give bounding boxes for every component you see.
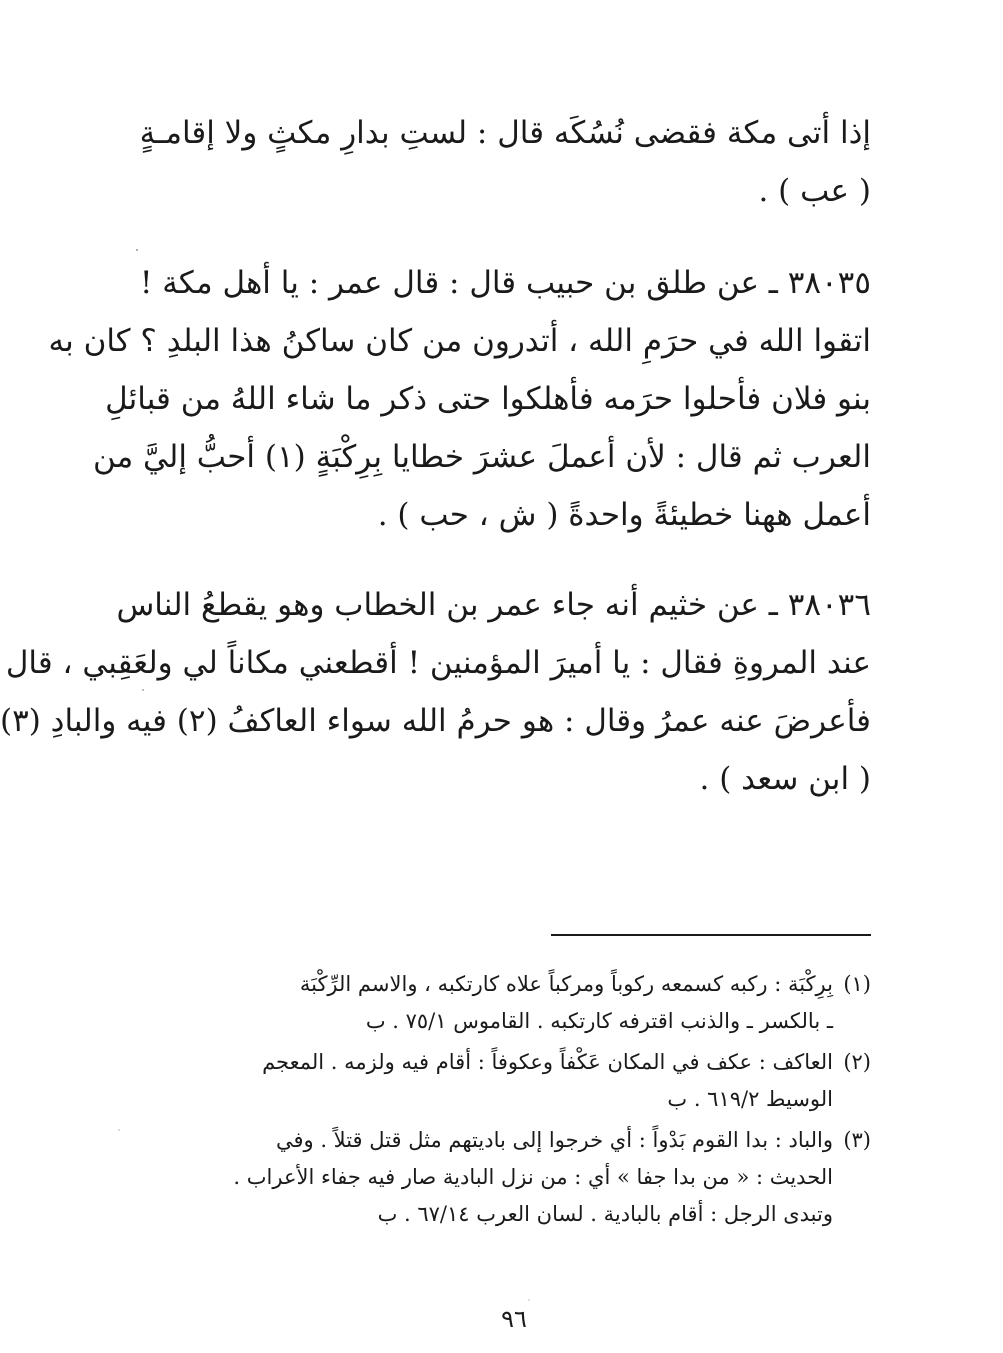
footnote-divider (551, 934, 871, 936)
footnote-number: (١) (843, 972, 871, 996)
text-line: عند المروةِ فقال : يا أميرَ المؤمنين ! أقطعني مكاناً لي ولعَقِبي ، قال (5, 645, 871, 681)
text-line: ( ابن سعد ) . (699, 761, 871, 797)
hadith-38035 (48, 254, 871, 544)
footnotes (157, 966, 871, 1237)
text-line: ٣٨٠٣٥ ـ عن طلق بن حبيب قال : قال عمر : يا أهل مكة ! (139, 265, 871, 301)
page-content (0, 104, 871, 1353)
footnote-1 (157, 966, 871, 1040)
text-line: بنو فلان فأحلوا حرَمه فأهلكوا حتى ذكر ما شاء اللهُ من قبائلِ (105, 381, 871, 417)
text-line: العرب ثم قال : لأن أعملَ عشرَ خطايا بِرِكْبَةٍ (١) أحبُّ إليَّ من (92, 439, 871, 475)
text-line: فأعرضَ عنه عمرُ وقال : هو حرمُ الله سواء العاكفُ (٢) فيه والبادِ (٣) (0, 703, 871, 739)
footnote-line: وتبدى الرجل : أقام بالبادية . لسان العرب ٦٧/١٤ . ب (377, 1202, 833, 1226)
text-line: ( عب ) . (758, 173, 871, 209)
page-number: ٩٦ (501, 1305, 527, 1333)
text-line: أعمل ههنا خطيئةً واحدةً ( ش ، حب ) . (377, 497, 871, 533)
hadith-38036 (0, 576, 871, 808)
footnote-line: ـ بالكسر ـ والذنب اقترفه كارتكبه . القاموس ٧٥/١ . ب (365, 1009, 833, 1033)
footnote-line: الوسيط ٦١٩/٢ . ب (667, 1087, 833, 1111)
text-line: ٣٨٠٣٦ ـ عن خثيم أنه جاء عمر بن الخطاب وهو يقطعُ الناس (116, 587, 871, 623)
paragraph-continuation (139, 104, 871, 220)
footnote-3 (157, 1122, 871, 1233)
footnote-number: (٣) (843, 1128, 871, 1152)
footnote-line: العاكف : عكف في المكان عَكْفاً وعكوفاً : أقام فيه ولزمه . المعجم (262, 1050, 833, 1074)
footnote-number: (٢) (843, 1050, 871, 1074)
footnote-line: بِرِكْبَة : ركبه كسمعه ركوباً ومركباً علاه كارتكبه ، والاسم الرِّكْبَة (299, 972, 833, 996)
footnote-line: والباد : بدا القوم بَدْواً : أي خرجوا إلى باديتهم مثل قتل قتلاً . وفي (275, 1128, 833, 1152)
text-line: إذا أتى مكة فقضى نُسُكَه قال : لستِ بدارِ مكثٍ ولا إقامـةٍ (139, 115, 871, 151)
footnote-2 (157, 1044, 871, 1118)
text-line: اتقوا الله في حرَمِ الله ، أتدرون من كان ساكنُ هذا البلدِ ؟ كان به (48, 323, 871, 359)
footnote-line: الحديث : « من بدا جفا » أي : من نزل البادية صار فيه جفاء الأعراب . (233, 1165, 833, 1189)
